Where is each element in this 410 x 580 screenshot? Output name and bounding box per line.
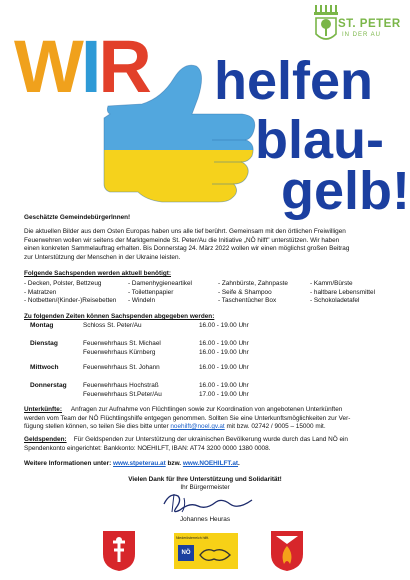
signature	[160, 490, 260, 516]
mayor-name: Johannes Heuras	[179, 516, 231, 523]
donations-column-2	[128, 280, 192, 306]
donation-item: - haltbare Lebensmittel	[310, 288, 376, 296]
time-line: 16.00 - 19.00 Uhr	[199, 382, 249, 389]
coat-of-arms-icon	[102, 530, 136, 572]
donation-item: - Decken, Polster, Bettzeug	[24, 280, 102, 287]
schedule-day: Mittwoch	[30, 364, 59, 371]
schedule-time	[199, 364, 249, 373]
sponsor-top-text: Niederösterreich hilft.	[176, 536, 210, 540]
headline-helfen: helfen	[214, 51, 374, 111]
housing-text: mit bzw. 02742 / 9005 – 15000 mit.	[224, 423, 326, 431]
housing-text: fügung stellen können, so teilen Sie dies bitte unter	[24, 423, 171, 431]
donation-item: - Windeln	[128, 297, 155, 305]
housing-label: Unterkünfte:	[24, 406, 62, 413]
donations-column-4	[310, 280, 375, 306]
intro-line: zur Unterstützung der Menschen in der Ukraine leisten.	[24, 253, 181, 261]
donations-column-1	[24, 280, 116, 306]
location-line: Feuerwehrhaus St. Johann	[83, 364, 160, 371]
time-line: 16.00 - 19.00 Uhr	[199, 340, 249, 347]
fire-brigade-emblem-icon	[270, 530, 304, 572]
schedule-day: Montag	[30, 322, 54, 329]
time-line: 16.00 - 19.00 Uhr	[199, 348, 249, 356]
housing-text: Anfragen zur Aufnahme von Flüchtlingen sowie zur Koordination von angebotenen Unterkünften	[70, 406, 343, 413]
donation-item: - Kamm/Bürste	[310, 280, 353, 287]
handshake-icon	[198, 543, 232, 565]
donation-item: - Matratzen	[24, 288, 57, 296]
location-line: Schloss St. Peter/Au	[83, 322, 142, 329]
money-label: Geldspenden:	[24, 436, 67, 443]
housing-text: werden vom Team der NÖ Flüchtlingshilfe entgegen genommen. Sollten Sie eine Unterkunftsmöglichkeiten zur Ver-	[24, 414, 351, 422]
more-info	[24, 460, 240, 469]
donation-item: - Damenhygieneartikel	[128, 280, 192, 287]
noe-brand-mark: NÖ	[178, 545, 194, 561]
headline-blau: blau-	[255, 110, 384, 170]
website-link-stpeterau[interactable]: www.stpeterau.at	[113, 460, 166, 467]
location-line: Feuerwehrhaus Kürnberg	[83, 348, 156, 356]
donation-item: - Seife & Shampoo	[218, 288, 272, 296]
donations-heading: Folgende Sachspenden werden aktuell benötigt:	[24, 270, 172, 277]
noe-hilft-logo	[174, 533, 238, 569]
donations-column-3	[218, 280, 288, 306]
headline-letter-w: W	[14, 25, 81, 108]
time-line: 17.00 - 19.00 Uhr	[199, 390, 249, 398]
intro-paragraph	[24, 228, 394, 262]
donation-item: - Taschentücher Box	[218, 297, 277, 305]
housing-email-link[interactable]: noehilft@noel.gv.at	[170, 423, 225, 431]
location-line: Feuerwehrhaus St. Michael	[83, 340, 161, 347]
schedule-location	[83, 364, 160, 373]
location-line: Feuerwehrhaus Hochstraß	[83, 382, 159, 389]
schedule-location	[83, 340, 161, 357]
schedule-location	[83, 382, 162, 399]
money-text: Spendenkonto eingerichtet: Bankkonto: NOEHILFT, IBAN: AT74 3200 0000 1380 0008.	[24, 444, 271, 452]
donation-item: - Zahnbürste, Zahnpaste	[218, 280, 288, 287]
website-link-noehilft[interactable]: www.NOEHILFT.at	[182, 460, 239, 467]
schedule-day: Dienstag	[30, 340, 58, 347]
donation-item: - Toilettenpapier	[128, 288, 174, 296]
municipality-logo	[306, 4, 404, 46]
headline-letter-r: R	[98, 25, 149, 108]
tree-icon	[314, 4, 340, 46]
logo-name: ST. PETER	[338, 18, 401, 30]
headline-letter-i: I	[80, 25, 99, 108]
time-line: 16.00 - 19.00 Uhr	[199, 364, 249, 371]
schedule-heading: Zu folgenden Zeiten können Sachspenden abgegeben werden:	[24, 313, 215, 320]
money-paragraph	[24, 436, 396, 453]
thanks-line: Vielen Dank für Ihre Unterstützung und Solidarität!	[128, 476, 282, 483]
housing-paragraph	[24, 406, 396, 432]
intro-line: Die aktuellen Bilder aus dem Osten Europas haben uns alle tief berührt. Gemeinsam mit den örtlichen Freiwilligen	[24, 228, 346, 235]
donation-item: - Notbetten/(Kinder-)Reisebetten	[24, 297, 117, 305]
schedule-location	[83, 322, 142, 331]
money-text: Für Geldspenden zur Unterstützung der ukrainischen Bevölkerung wurde durch das Land NÖ ein	[73, 436, 348, 443]
schedule-time	[199, 340, 249, 357]
more-info-text: bzw.	[165, 460, 183, 467]
location-line: Feuerwehrhaus St.Peter/Au	[83, 390, 162, 398]
logo-subtitle: IN DER AU	[342, 32, 382, 38]
schedule-time	[199, 322, 249, 331]
greeting: Geschätzte GemeindebürgerInnen!	[24, 214, 131, 221]
mayor-role: Ihr Bürgermeister	[180, 484, 230, 491]
more-info-text: .	[238, 460, 240, 467]
schedule-time	[199, 382, 249, 399]
donation-item: - Schokoladetafel	[310, 297, 360, 305]
intro-line: einen konkreten Sammelauftrag erhalten. Bis Donnerstag 24. März 2022 wollen wir einen möglichst großen Beitrag	[24, 245, 350, 253]
intro-line: Feuerwehren wollen wir seitens der Marktgemeinde St. Peter/Au die Initiative „NÖ hilft" unterstützen. Wir haben	[24, 236, 340, 244]
schedule-day: Donnerstag	[30, 382, 67, 389]
more-info-label: Weitere Informationen unter:	[24, 460, 114, 467]
headline-gelb: gelb!	[281, 161, 410, 221]
time-line: 16.00 - 19.00 Uhr	[199, 322, 249, 329]
